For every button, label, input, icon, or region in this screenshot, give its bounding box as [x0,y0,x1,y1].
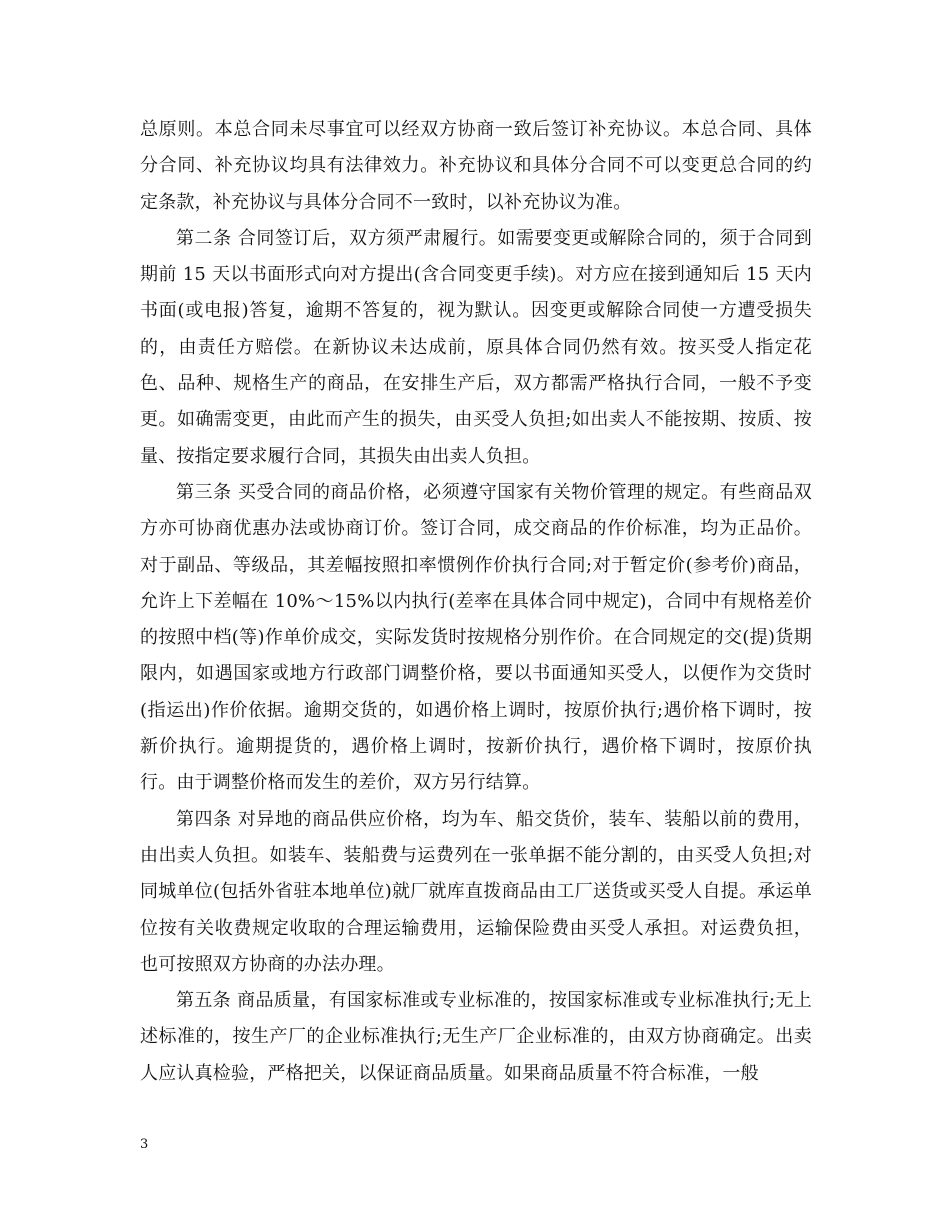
paragraph-continuation: 总原则。本总合同未尽事宜可以经双方协商一致后签订补充协议。本总合同、具体分合同、补充协议均具有法律效力。补充协议和具体分合同不可以变更总合同的约定条款，补充协议与具体分合同不一致时，以补充协议为准。 [140,119,812,213]
paragraph-article-4: 第四条 对异地的商品供应价格，均为车、船交货价，装车、装船以前的费用，由出卖人负担。如装车、装船费与运费列在一张单据不能分割的，由买受人负担;对同城单位(包括外省驻本地单位)就厂就库直拨商品由工厂送货或买受人自提。承运单位按有关收费规定收取的合理运输费用，运输保险费由买受人承担。对运费负担，也可按照双方协商的办法办理。 [140,808,812,975]
paragraph-article-5: 第五条 商品质量，有国家标准或专业标准的，按国家标准或专业标准执行;无上述标准的，按生产厂的企业标准执行;无生产厂企业标准的，由双方协商确定。出卖人应认真检验，严格把关，以保证商品质量。如果商品质量不符合标准，一般 [140,990,812,1084]
paragraph-article-2: 第二条 合同签订后，双方须严肃履行。如需要变更或解除合同的，须于合同到期前 15 天以书面形式向对方提出(含合同变更手续)。对方应在接到通知后 15 天内书面(或电报)答复，逾期不答复的，视为默认。因变更或解除合同使一方遭受损失的，由责任方赔偿。在新协议未达成前，原具体合同仍然有效。按买受人指定花色、品种、规格生产的商品，在安排生产后，双方都需严格执行合同，一般不予变更。如确需变更，由此而产生的损失，由买受人负担;如出卖人不能按期、按质、按量、按指定要求履行合同，其损失由出卖人负担。 [140,227,812,467]
document-body [140,112,812,1092]
page-number: 3 [140,1137,149,1152]
paragraph-article-3: 第三条 买受合同的商品价格，必须遵守国家有关物价管理的规定。有些商品双方亦可协商优惠办法或协商订价。签订合同，成交商品的作价标准，均为正品价。对于副品、等级品，其差幅按照扣率惯例作价执行合同;对于暂定价(参考价)商品，允许上下差幅在 10%～15%以内执行(差率在具体合同中规定)，合同中有规格差价的按照中档(等)作单价成交，实际发货时按规格分别作价。在合同规定的交(提)货期限内，如遇国家或地方行政部门调整价格，要以书面通知买受人，以便作为交货时(指运出)作价依据。逾期交货的，如遇价格上调时，按原价执行;遇价格下调时，按新价执行。逾期提货的，遇价格上调时，按新价执行，遇价格下调时，按原价执行。由于调整价格而发生的差价，双方另行结算。 [140,481,812,794]
